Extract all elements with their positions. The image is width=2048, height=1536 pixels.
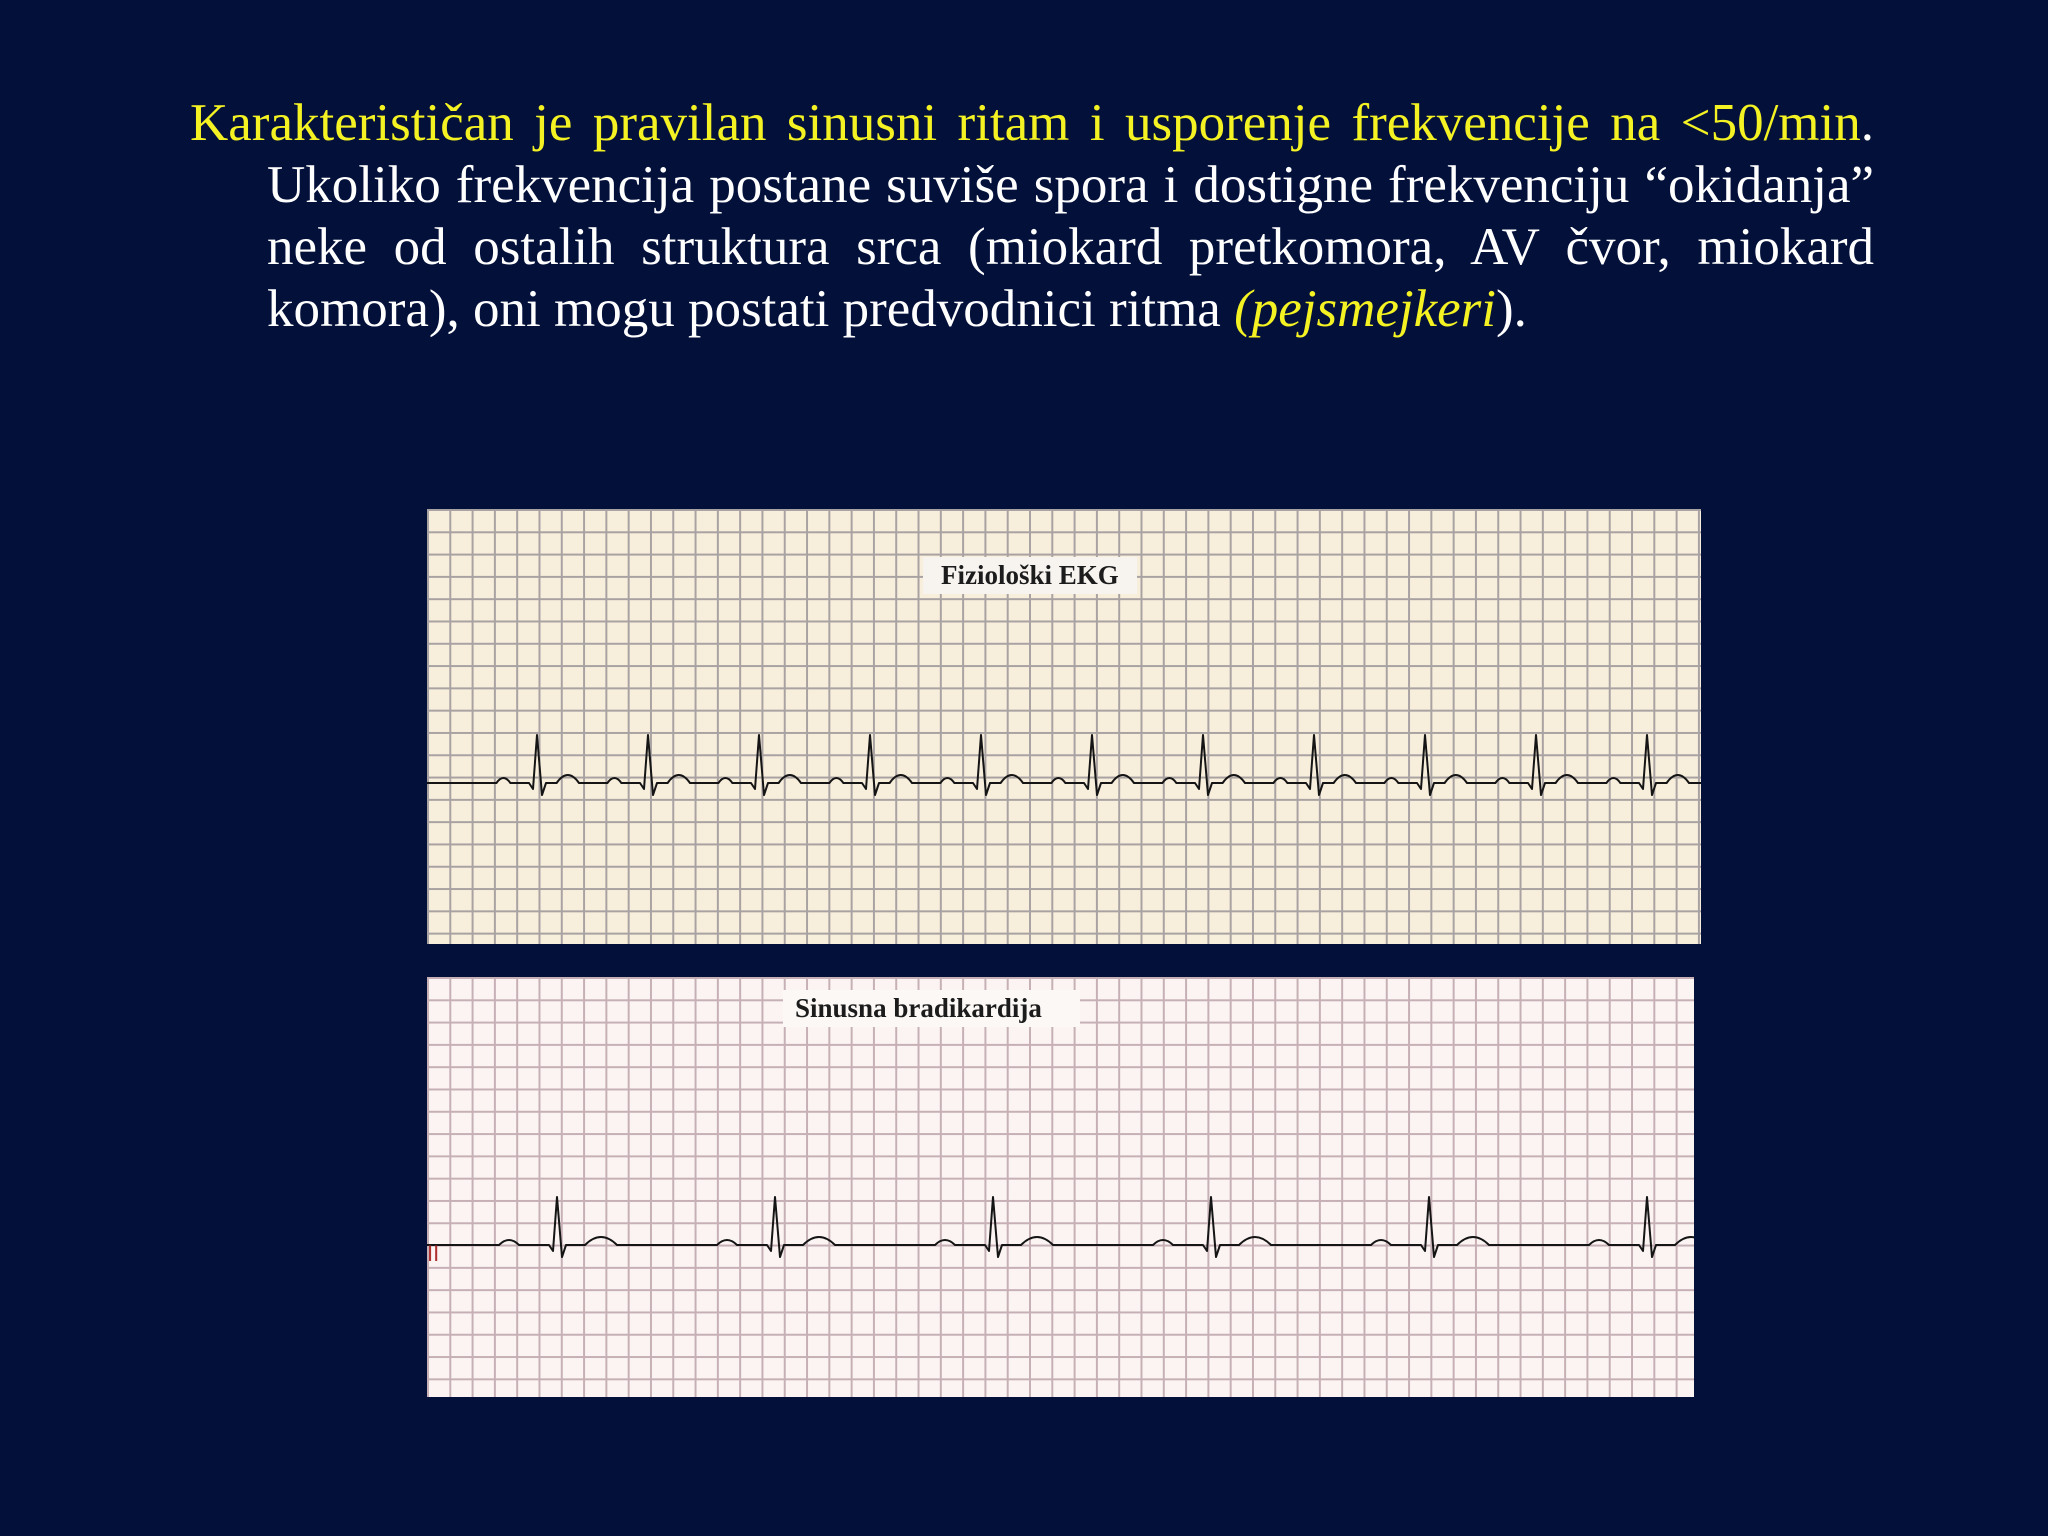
slide-paragraph	[190, 92, 1874, 340]
closing-text: ).	[1496, 280, 1527, 338]
ecg-normal-label: Fiziološki EKG	[923, 557, 1137, 594]
ecg-brady-label: Sinusna bradikardija	[783, 990, 1080, 1027]
ecg-brady-waveform	[427, 1197, 1694, 1257]
body-text: . Ukoliko frekvencija postane suviše spora i dostigne frekvenciju “okidanja” neke od ostalih struktura srca (miokard pretkomora, AV čvor, miokard komora), oni mogu postati predvodnici ritma	[267, 94, 1874, 338]
ecg-normal-strip	[427, 509, 1701, 944]
highlighted-text: Karakterističan je pravilan sinusni ritam i usporenje frekvencije na <50/min	[190, 94, 1861, 152]
lead-label: II	[427, 1241, 440, 1266]
ecg-brady-strip	[427, 977, 1694, 1397]
ecg-brady-trace	[427, 977, 1694, 1397]
ecg-normal-waveform	[427, 735, 1701, 795]
pacemaker-term: (pejsmejkeri	[1234, 280, 1497, 338]
